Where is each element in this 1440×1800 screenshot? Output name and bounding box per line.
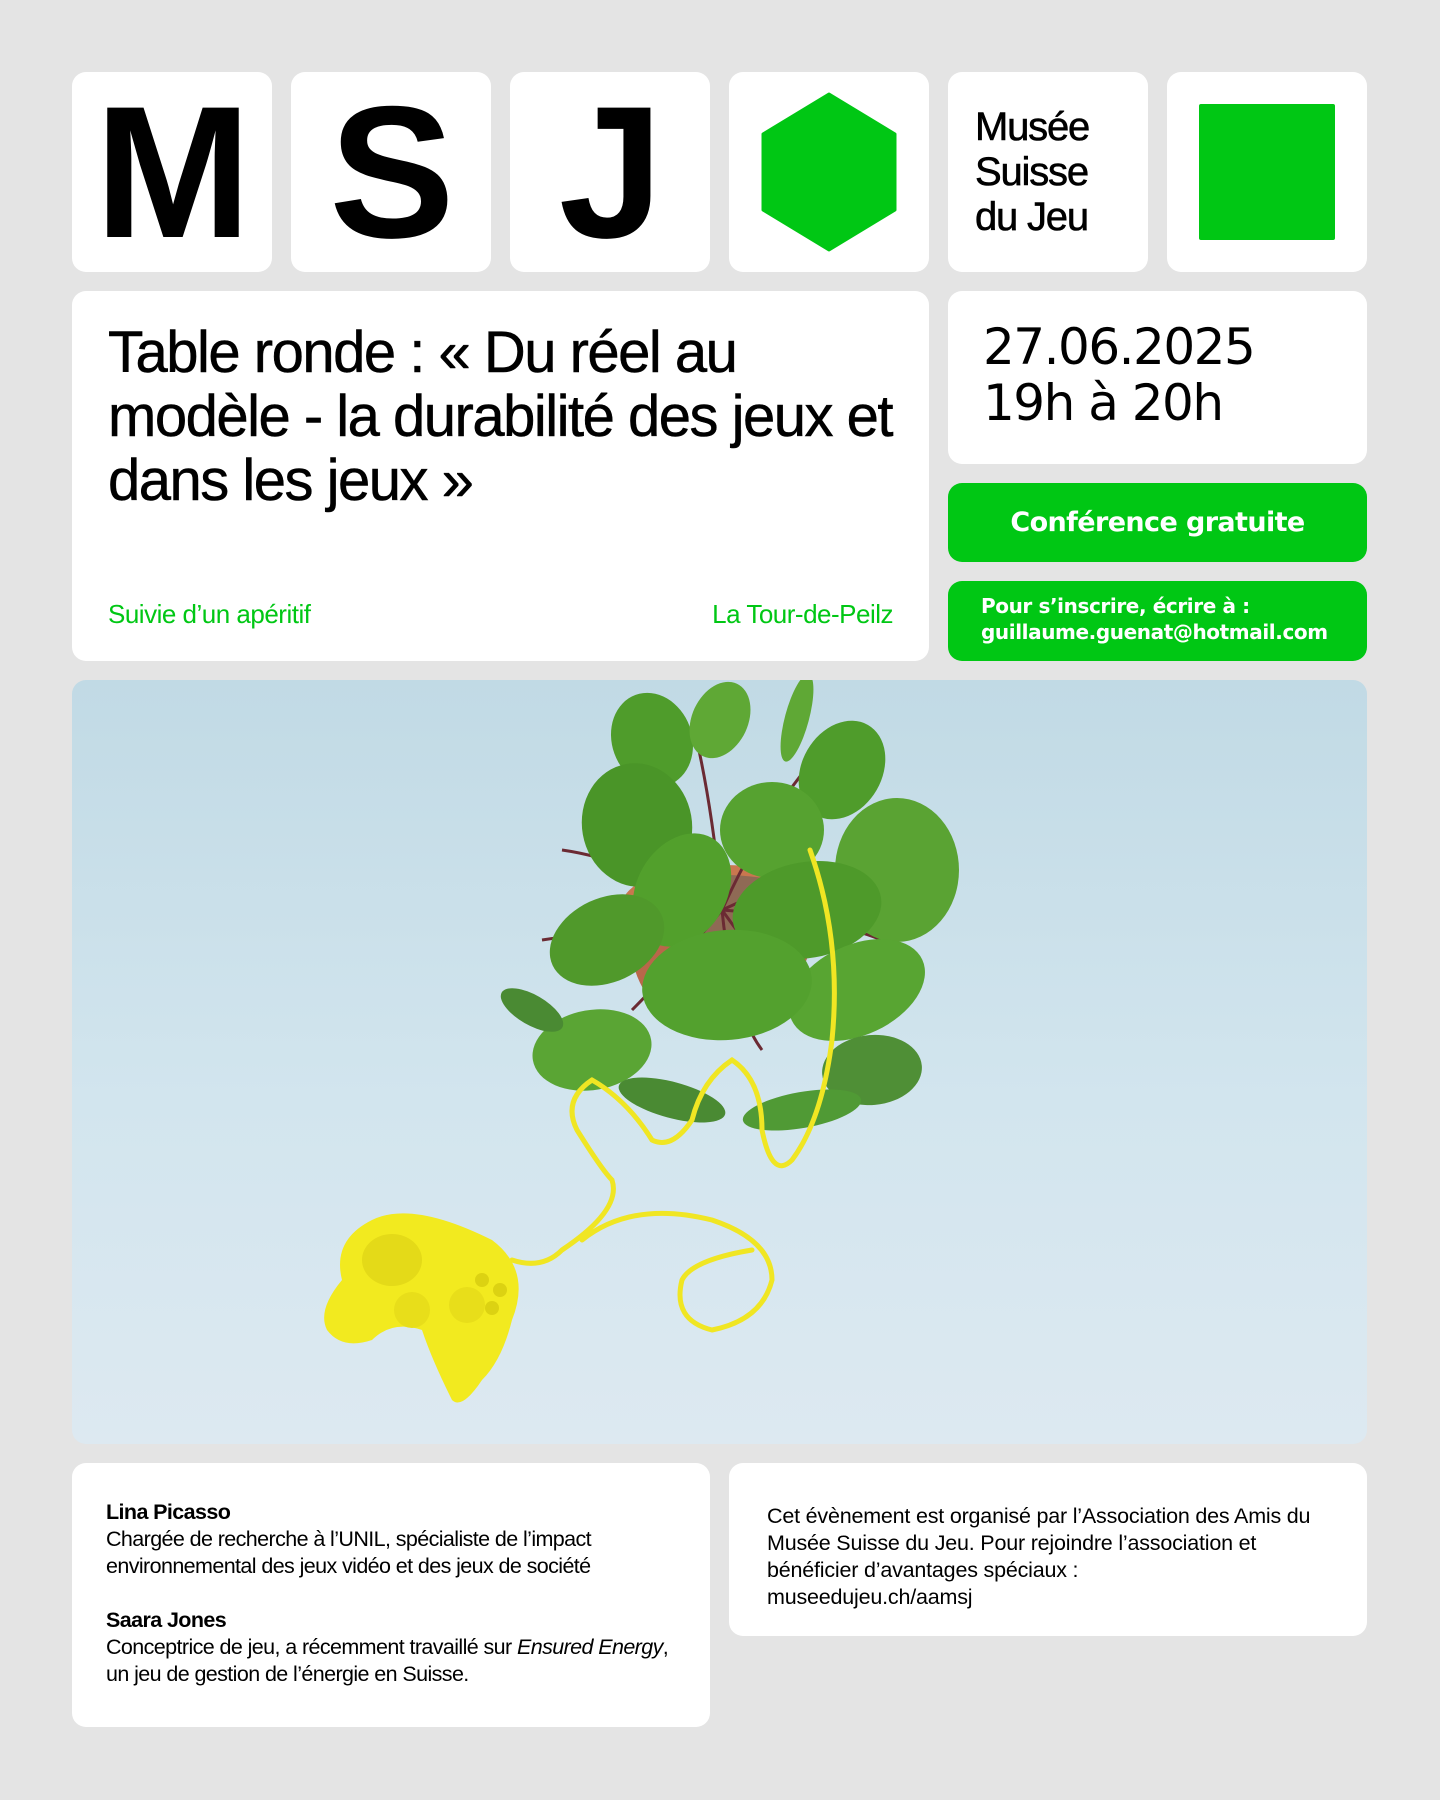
speaker-2-bio	[106, 1634, 696, 1688]
association-link[interactable]: museedujeu.ch/aamsj	[767, 1585, 973, 1609]
museum-name-line-3: du Jeu	[975, 194, 1088, 239]
logo-tile-hexagon	[729, 72, 929, 272]
logo-tile-name	[948, 72, 1148, 272]
association-card	[729, 1463, 1367, 1636]
association-text: Cet évènement est organisé par l’Association des Amis du Musée Suisse du Jeu. Pour rejoindre l’association et bénéficier d’avantages spéciaux :	[767, 1504, 1311, 1582]
logo-letter-s: S	[329, 67, 453, 277]
hexagon-icon	[759, 92, 899, 252]
speaker-1-name: Lina Picasso	[106, 1500, 231, 1524]
event-date-card	[948, 291, 1367, 464]
logo-tile-s	[291, 67, 491, 277]
speaker-2-bio-suffix: , un jeu de gestion de l’énergie en Suisse.	[106, 1635, 669, 1686]
museum-name-line-1: Musée	[975, 104, 1090, 149]
event-date: 27.06.2025	[983, 318, 1255, 376]
speaker-1-bio: Chargée de recherche à l’UNIL, spécialiste de l’impact environnemental des jeux vidéo et des jeux de société	[106, 1527, 592, 1578]
museum-name	[975, 105, 1089, 240]
logo-tile-j	[510, 67, 710, 277]
speaker-2-bio-prefix: Conceptrice de jeu, a récemment travaillé sur	[106, 1635, 517, 1659]
museum-name-line-2: Suisse	[975, 149, 1088, 194]
logo-tile-square	[1167, 72, 1367, 272]
registration-email-link[interactable]: guillaume.guenat@hotmail.com	[981, 620, 1328, 644]
plant-and-controller-illustration	[72, 680, 1367, 1444]
free-conference-badge	[948, 483, 1367, 562]
square-icon	[1199, 104, 1335, 240]
event-title: Table ronde : « Du réel au modèle - la durabilité des jeux et dans les jeux »	[108, 320, 893, 513]
registration-box	[948, 581, 1367, 661]
event-location: La Tour-de-Peilz	[712, 599, 893, 629]
speaker-2-game-title: Ensured Energy	[516, 1635, 663, 1659]
speaker-1	[106, 1499, 696, 1580]
free-conference-label: Conférence gratuite	[1010, 507, 1305, 538]
speaker-2-name: Saara Jones	[106, 1608, 227, 1632]
logo-letter-j: J	[558, 67, 662, 277]
logo-letter-m: M	[94, 67, 250, 277]
event-photo	[72, 680, 1367, 1444]
speakers-card	[72, 1463, 710, 1727]
logo-tile-m	[72, 67, 272, 277]
registration-instruction: Pour s’inscrire, écrire à :	[981, 594, 1250, 618]
aperitif-note: Suivie d’un apéritif	[108, 599, 311, 629]
event-time: 19h à 20h	[983, 374, 1223, 432]
speaker-2	[106, 1607, 696, 1688]
event-title-card	[72, 291, 929, 661]
